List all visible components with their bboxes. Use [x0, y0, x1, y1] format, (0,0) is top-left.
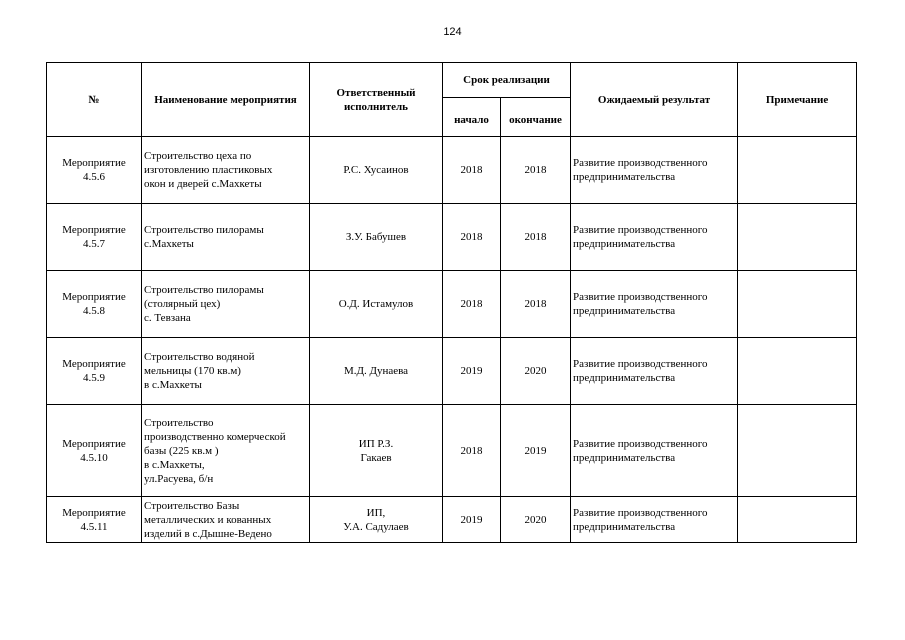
result-line: предпринимательства: [573, 372, 676, 384]
header-end: окончание: [501, 98, 571, 137]
responsible-line: О.Д. Истамулов: [338, 298, 414, 310]
header-note: Примечание: [738, 63, 857, 137]
header-responsible-line: исполнитель: [343, 100, 409, 113]
cell-note: [738, 204, 857, 271]
num-label: Мероприятие: [62, 506, 126, 519]
name-line: изделий в с.Дышне-Ведено: [144, 527, 272, 540]
num-label: Мероприятие: [62, 157, 126, 169]
header-name: Наименование мероприятия: [142, 63, 310, 137]
name-line: металлических и кованных: [144, 513, 272, 526]
cell-note: [738, 271, 857, 338]
responsible-line: Гакаев: [360, 451, 392, 464]
cell-start: 2018: [443, 204, 501, 271]
cell-end: 2018: [501, 204, 571, 271]
name-line: с.Махкеты: [144, 238, 194, 250]
cell-num: [47, 497, 142, 543]
cell-note: [738, 497, 857, 543]
header-result: Ожидаемый результат: [571, 63, 738, 137]
cell-end: 2018: [501, 271, 571, 338]
num-code: 4.5.10: [80, 451, 108, 464]
cell-num: [47, 271, 142, 338]
responsible-line: З.У. Бабушев: [345, 231, 407, 243]
table-row: [47, 497, 857, 543]
cell-name: [142, 271, 310, 338]
name-line: ул.Расуева, б/н: [144, 472, 214, 485]
cell-result: [571, 405, 738, 497]
cell-note: [738, 137, 857, 204]
header-responsible-line: Ответственный: [336, 86, 416, 99]
result-line: предпринимательства: [573, 171, 676, 183]
name-line: в с.Махкеты: [144, 379, 202, 391]
num-code: 4.5.9: [83, 372, 105, 384]
table-row: [47, 137, 857, 204]
cell-responsible: [310, 338, 443, 405]
table-row: [47, 338, 857, 405]
cell-responsible: [310, 137, 443, 204]
activities-table: [46, 62, 857, 543]
name-line: с. Тевзана: [144, 312, 191, 324]
responsible-line: Р.С. Хусаинов: [343, 164, 409, 176]
name-line: изготовлению пластиковых: [144, 164, 273, 176]
name-line: окон и дверей с.Махкеты: [144, 178, 262, 190]
cell-end: 2020: [501, 338, 571, 405]
cell-name: [142, 497, 310, 543]
cell-name: [142, 338, 310, 405]
cell-note: [738, 338, 857, 405]
name-line: Строительство цеха по: [144, 150, 252, 162]
page-number: 124: [443, 26, 462, 38]
responsible-line: ИП Р.З.: [358, 437, 394, 450]
responsible-line: М.Д. Дунаева: [343, 365, 409, 377]
cell-end: 2020: [501, 497, 571, 543]
table-row: [47, 405, 857, 497]
num-code: 4.5.6: [83, 171, 105, 183]
result-line: Развитие производственного: [573, 157, 708, 169]
header-num: №: [47, 63, 142, 137]
result-line: предпринимательства: [573, 451, 676, 464]
header-period: Срок реализации: [443, 63, 571, 98]
name-line: Строительство пилорамы: [144, 224, 264, 236]
num-code: 4.5.11: [80, 520, 108, 533]
name-line: Строительство Базы: [144, 499, 240, 512]
name-line: базы (225 кв.м ): [144, 444, 219, 457]
responsible-line: У.А. Садулаев: [343, 520, 409, 533]
num-code: 4.5.8: [83, 305, 105, 317]
cell-end: 2019: [501, 405, 571, 497]
cell-num: [47, 137, 142, 204]
cell-end: 2018: [501, 137, 571, 204]
cell-note: [738, 405, 857, 497]
cell-start: 2018: [443, 405, 501, 497]
name-line: мельницы (170 кв.м): [144, 365, 241, 377]
name-line: производственно комерческой: [144, 430, 286, 443]
cell-start: 2018: [443, 137, 501, 204]
name-line: (столярный цех): [144, 298, 221, 310]
cell-responsible: [310, 405, 443, 497]
name-line: в с.Махкеты,: [144, 458, 205, 471]
cell-start: 2019: [443, 338, 501, 405]
result-line: предпринимательства: [573, 238, 676, 250]
cell-name: [142, 405, 310, 497]
header-responsible: [310, 63, 443, 137]
result-line: Развитие производственного: [573, 291, 708, 303]
cell-num: [47, 338, 142, 405]
cell-result: [571, 338, 738, 405]
cell-responsible: [310, 204, 443, 271]
cell-num: [47, 204, 142, 271]
table-row: [47, 271, 857, 338]
cell-name: [142, 137, 310, 204]
responsible-line: ИП,: [366, 506, 386, 519]
header-start: начало: [443, 98, 501, 137]
result-line: предпринимательства: [573, 305, 676, 317]
cell-result: [571, 497, 738, 543]
name-line: Строительство: [144, 416, 214, 429]
num-label: Мероприятие: [62, 224, 126, 236]
num-label: Мероприятие: [62, 358, 126, 370]
table-row: [47, 204, 857, 271]
result-line: Развитие производственного: [573, 358, 708, 370]
result-line: Развитие производственного: [573, 506, 708, 519]
cell-result: [571, 271, 738, 338]
num-label: Мероприятие: [62, 437, 126, 450]
result-line: Развитие производственного: [573, 437, 708, 450]
result-line: Развитие производственного: [573, 224, 708, 236]
cell-responsible: [310, 497, 443, 543]
num-code: 4.5.7: [83, 238, 105, 250]
num-label: Мероприятие: [62, 291, 126, 303]
cell-responsible: [310, 271, 443, 338]
cell-name: [142, 204, 310, 271]
cell-result: [571, 137, 738, 204]
cell-start: 2018: [443, 271, 501, 338]
result-line: предпринимательства: [573, 520, 676, 533]
cell-start: 2019: [443, 497, 501, 543]
name-line: Строительство пилорамы: [144, 284, 264, 296]
cell-num: [47, 405, 142, 497]
name-line: Строительство водяной: [144, 351, 255, 363]
cell-result: [571, 204, 738, 271]
